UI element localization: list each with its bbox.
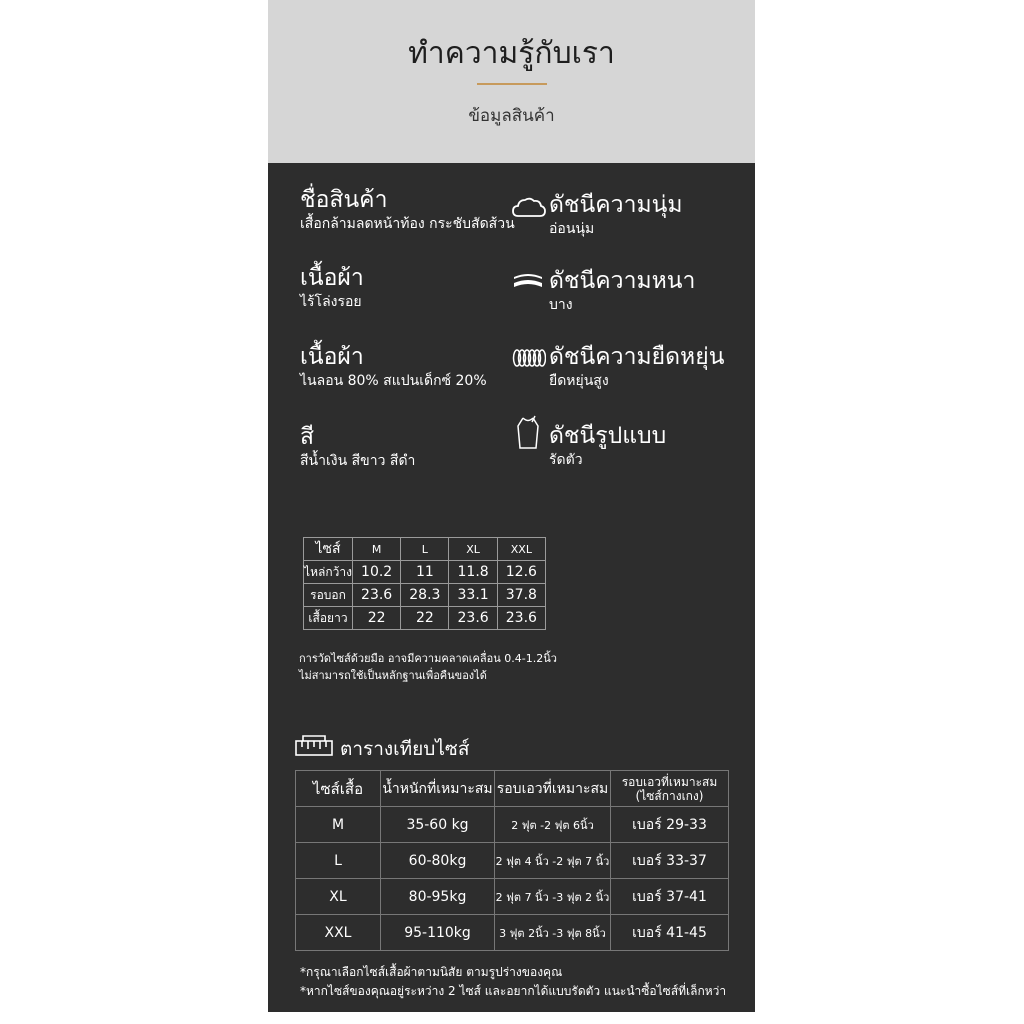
table-cell: 35-60 kg <box>381 807 495 843</box>
attr-softness <box>549 191 683 239</box>
attr-color <box>300 423 415 471</box>
table-row <box>304 561 546 584</box>
table-cell: XL <box>296 879 381 915</box>
fabric-layers-icon <box>512 272 544 290</box>
size-measure-table <box>303 537 546 630</box>
table-cell: เบอร์ 33-37 <box>611 843 729 879</box>
table-cell: 23.6 <box>497 607 545 630</box>
attr-fabric-1 <box>300 264 364 312</box>
size-note-line: ไม่สามารถใช้เป็นหลักฐานเพื่อคืนของได้ <box>299 669 487 682</box>
table-header-cell: รอบเอวที่เหมาะสม (ไซส์กางเกง) <box>611 771 729 807</box>
table-header-cell: น้ำหนักที่เหมาะสม <box>381 771 495 807</box>
table-cell: 3 ฟุต 2นิ้ว -3 ฟุต 8นิ้ว <box>495 915 611 951</box>
dress-form-icon <box>516 414 540 450</box>
table-cell: L <box>296 843 381 879</box>
table-cell: 12.6 <box>497 561 545 584</box>
table-row <box>296 879 729 915</box>
table-header-cell: ไซส์ <box>304 538 353 561</box>
size-note-line: การวัดไซส์ด้วยมือ อาจมีความคลาดเคลื่อน 0.4-1.2นิ้ว <box>299 652 557 665</box>
table-row <box>296 807 729 843</box>
table-header-cell: XXL <box>497 538 545 561</box>
attr-fabric-2 <box>300 343 487 391</box>
table-cell: เบอร์ 41-45 <box>611 915 729 951</box>
table-cell: 80-95kg <box>381 879 495 915</box>
table-cell: เบอร์ 29-33 <box>611 807 729 843</box>
attr-value: บาง <box>549 297 573 313</box>
attr-label: ชื่อสินค้า <box>300 187 388 213</box>
table-cell: 33.1 <box>449 584 497 607</box>
table-cell: 2 ฟุต -2 ฟุต 6นิ้ว <box>495 807 611 843</box>
table-row <box>296 915 729 951</box>
table-cell: 37.8 <box>497 584 545 607</box>
table-cell: M <box>296 807 381 843</box>
title-divider <box>477 83 547 85</box>
table-row <box>304 607 546 630</box>
table-row <box>304 584 546 607</box>
table-cell: 2 ฟุต 7 นิ้ว -3 ฟุต 2 นิ้ว <box>495 879 611 915</box>
attr-label: สี <box>300 424 315 450</box>
table-cell: 10.2 <box>353 561 401 584</box>
attr-label: ดัชนีรูปแบบ <box>549 423 667 449</box>
footer-note: *กรุณาเลือกไซส์เสื้อผ้าตามนิสัย ตามรูปร่างของคุณ <box>300 965 563 979</box>
attr-thickness <box>549 267 695 315</box>
table-header-row <box>296 771 729 807</box>
table-cell: 2 ฟุต 4 นิ้ว -2 ฟุต 7 นิ้ว <box>495 843 611 879</box>
table-cell: 23.6 <box>449 607 497 630</box>
table-header-row <box>304 538 546 561</box>
attr-value: ไนลอน 80% สแปนเด็กซ์ 20% <box>300 373 487 389</box>
table-cell: รอบอก <box>304 584 353 607</box>
attr-product-name <box>300 186 515 234</box>
page-subtitle: ข้อมูลสินค้า <box>468 106 555 126</box>
attr-value: สีน้ำเงิน สีขาว สีดำ <box>300 453 416 469</box>
attr-label: ดัชนีความยืดหยุ่น <box>549 344 725 370</box>
table-cell: ไหล่กว้าง <box>304 561 353 584</box>
table-cell: XXL <box>296 915 381 951</box>
table-cell: เบอร์ 37-41 <box>611 879 729 915</box>
table-header-cell: ไซส์เสื้อ <box>296 771 381 807</box>
table-cell: 11.8 <box>449 561 497 584</box>
attr-value: อ่อนนุ่ม <box>549 221 595 237</box>
spring-coil-icon <box>512 348 546 368</box>
attr-label: เนื้อผ้า <box>300 344 364 370</box>
table-cell: 11 <box>401 561 449 584</box>
attr-value: รัดตัว <box>549 452 583 468</box>
attr-label: ดัชนีความหนา <box>549 268 696 294</box>
table-cell: เสื้อยาว <box>304 607 353 630</box>
ruler-icon <box>295 733 333 757</box>
attr-value: ยืดหยุ่นสูง <box>549 373 609 389</box>
table-header-cell: M <box>353 538 401 561</box>
page-title: ทำความรู้กับเรา <box>408 36 615 71</box>
size-compare-table <box>295 770 729 951</box>
table-cell: 22 <box>401 607 449 630</box>
product-info-panel <box>268 0 755 1012</box>
attr-value: ไร้โล่งรอย <box>300 294 362 310</box>
attr-label: เนื้อผ้า <box>300 265 364 291</box>
table-header-cell: L <box>401 538 449 561</box>
footer-note: *หากไซส์ของคุณอยู่ระหว่าง 2 ไซส์ และอยากได้แบบรัดตัว แนะนำซื้อไซส์ที่เล็กหว่า <box>300 984 727 998</box>
table-header-cell: รอบเอวที่เหมาะสม <box>495 771 611 807</box>
size-compare-title: ตารางเทียบไซส์ <box>340 738 470 760</box>
table-cell: 23.6 <box>353 584 401 607</box>
table-cell: 28.3 <box>401 584 449 607</box>
table-header-cell: XL <box>449 538 497 561</box>
table-cell: 60-80kg <box>381 843 495 879</box>
cloud-icon <box>512 196 546 218</box>
table-cell: 22 <box>353 607 401 630</box>
attr-label: ดัชนีความนุ่ม <box>549 192 683 218</box>
attr-style <box>549 422 666 470</box>
table-cell: 95-110kg <box>381 915 495 951</box>
header-band <box>268 0 755 163</box>
table-row <box>296 843 729 879</box>
attr-elasticity <box>549 343 724 391</box>
attr-value: เสื้อกล้ามลดหน้าท้อง กระชับสัดส้วน <box>300 216 515 232</box>
